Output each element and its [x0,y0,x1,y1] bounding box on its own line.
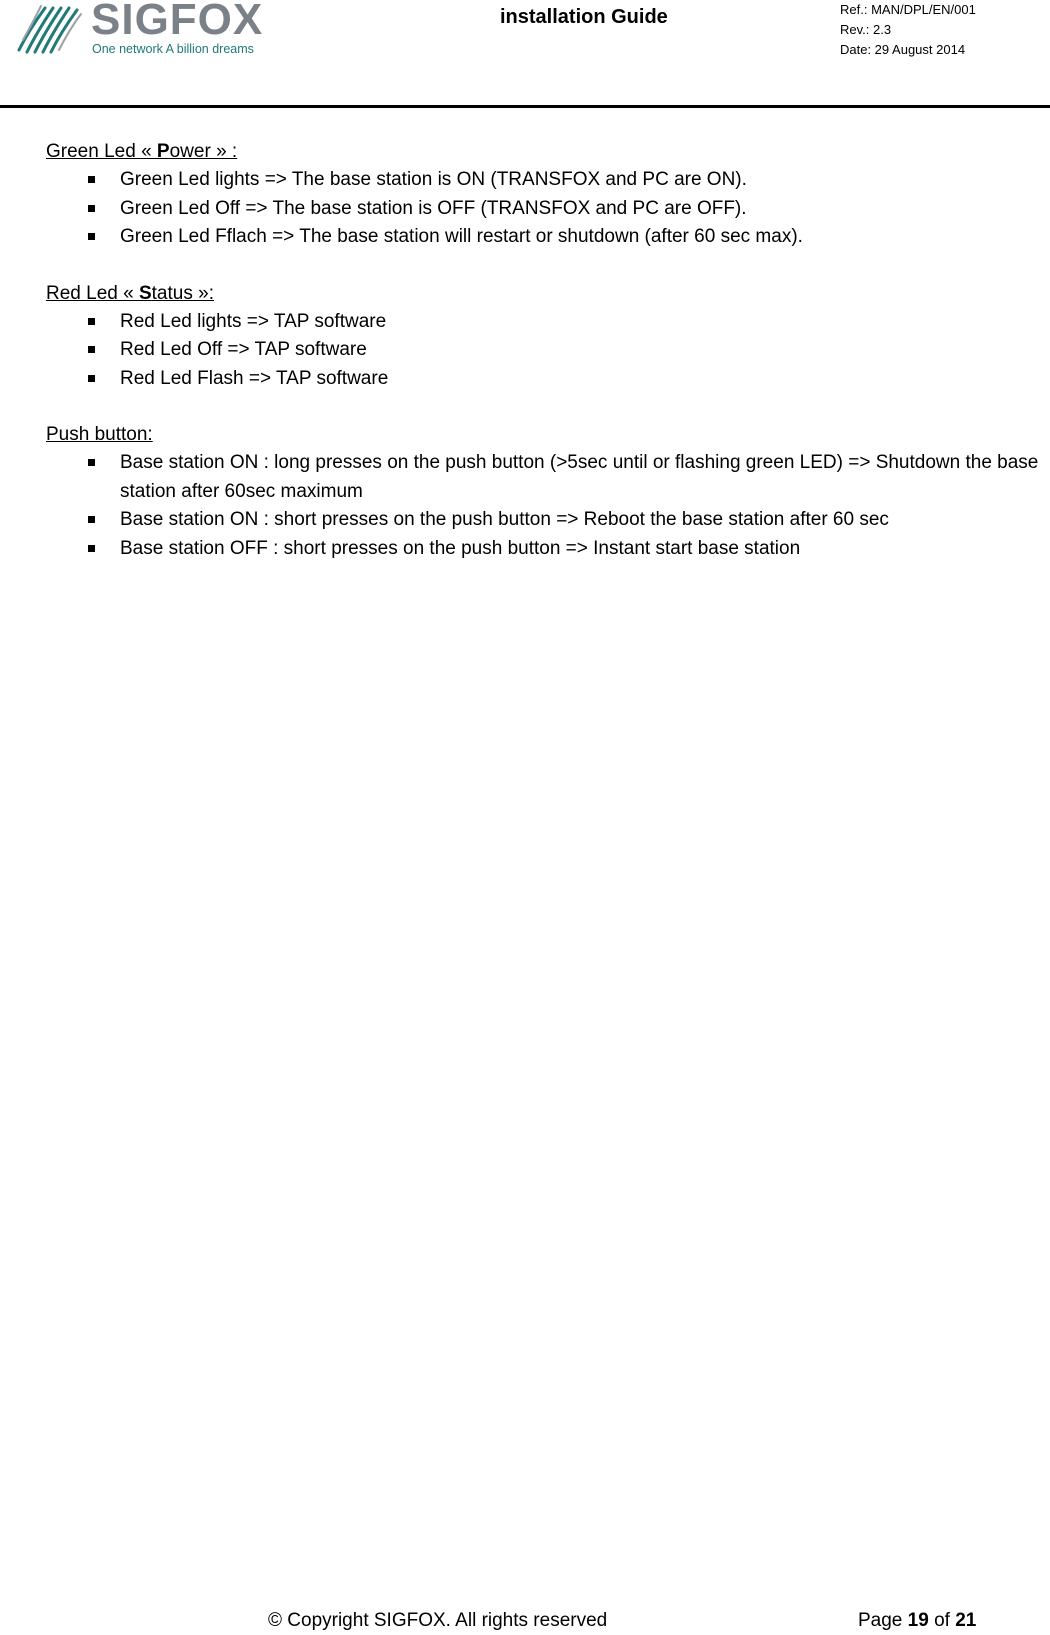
sigfox-wave-icon [15,0,95,56]
section-red-led [46,280,1046,394]
list-item: Green Led Fflach => The base station will restart or shutdown (after 60 sec max). [46,223,1046,252]
document-title: installation Guide [500,6,668,28]
list-item: Green Led lights => The base station is ON (TRANSFOX and PC are ON). [46,166,1046,195]
copyright-notice: © Copyright SIGFOX. All rights reserved [268,1610,608,1631]
logo-tagline: One network A billion dreams [92,42,254,56]
page-number: Page 19 of 21 [858,1610,977,1631]
document-meta [840,0,976,60]
bullet-list [46,308,1046,394]
list-item: Red Led Off => TAP software [46,336,1046,365]
bullet-list [46,449,1046,563]
document-date: Date: 29 August 2014 [840,42,966,57]
document-rev: Rev.: 2.3 [840,22,892,37]
bullet-list [46,166,1046,252]
header-divider [0,105,1050,108]
sigfox-logo [15,0,275,60]
list-item: Green Led Off => The base station is OFF (TRANSFOX and PC are OFF). [46,195,1046,224]
section-green-led [46,138,1046,252]
page-body [46,138,1046,591]
list-item: Base station OFF : short presses on the push button => Instant start base station [46,535,1046,564]
section-title: Red Led « Status »: [46,282,214,304]
page-footer [0,1610,1050,1635]
section-title: Push button: [46,424,153,445]
list-item: Red Led lights => TAP software [46,308,1046,337]
document-ref: Ref.: MAN/DPL/EN/001 [840,2,976,17]
section-push-button [46,421,1046,563]
section-title: Green Led « Power » : [46,141,238,162]
list-item: Red Led Flash => TAP software [46,365,1046,394]
page-header [0,0,1050,110]
logo-wordmark: SIGFOX [91,0,264,44]
list-item: Base station ON : short presses on the push button => Reboot the base station after 60 sec [46,506,1046,535]
list-item: Base station ON : long presses on the push button (>5sec until or flashing green LED) => Shutdown the base station after 60sec maximum [46,449,1046,506]
